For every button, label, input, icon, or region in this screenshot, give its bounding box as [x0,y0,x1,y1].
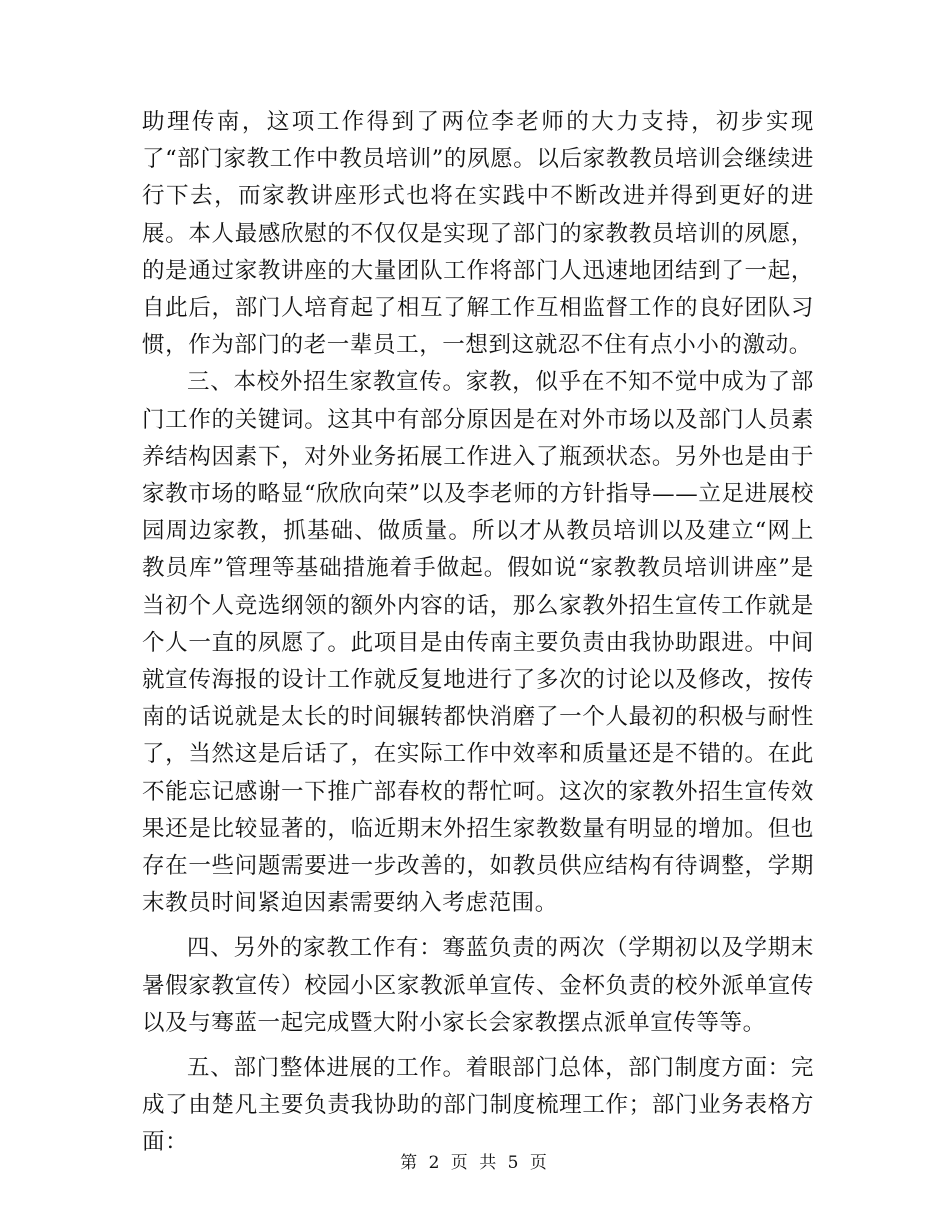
page-number-footer: 第 2 页 共 5 页 [400,1153,550,1173]
document-body [142,104,814,1162]
paragraph-section-three: 三、本校外招生家教宣传。家教，似乎在不知不觉中成为了部门工作的关键词。这其中有部分原因是在对外市场以及部门人员素养结构因素下，对外业务拓展工作进入了瓶颈状态。另外也是由于家教市场的略显“欣欣向荣”以及李老师的方针指导——立足进展校园周边家教，抓基础、做质量。所以才从教员培训以及建立“网上教员库”管理等基础措施着手做起。假如说“家教教员培训讲座”是当初个人竞选纲领的额外内容的话，那么家教外招生宣传工作就是个人一直的夙愿了。此项目是由传南主要负责由我协助跟进。中间就宣传海报的设计工作就反复地进行了多次的讨论以及修改，按传南的话说就是太长的时间辗转都快消磨了一个人最初的积极与耐性了，当然这是后话了，在实际工作中效率和质量还是不错的。在此不能忘记感谢一下推广部春枚的帮忙呵。这次的家教外招生宣传效果还是比较显著的，临近期末外招生家教数量有明显的增加。但也存在一些问题需要进一步改善的，如教员供应结构有待调整，学期末教员时间紧迫因素需要纳入考虑范围。 [142,369,814,917]
paragraph-section-four: 四、另外的家教工作有：骞蓝负责的两次（学期初以及学期末暑假家教宣传）校园小区家教派单宣传、金杯负责的校外派单宣传以及与骞蓝一起完成暨大附小家长会家教摆点派单宣传等等。 [142,935,814,1036]
paragraph-section-five: 五、部门整体进展的工作。着眼部门总体，部门制度方面：完成了由楚凡主要负责我协助的部门制度梳理工作；部门业务表格方面： [142,1055,814,1156]
paragraph-continuation: 助理传南，这项工作得到了两位李老师的大力支持，初步实现了“部门家教工作中教员培训”的夙愿。以后家教教员培训会继续进行下去，而家教讲座形式也将在实践中不断改进并得到更好的进展。本人最感欣慰的不仅仅是实现了部门的家教教员培训的夙愿，的是通过家教讲座的大量团队工作将部门人迅速地团结到了一起，自此后，部门人培育起了相互了解工作互相监督工作的良好团队习惯，作为部门的老一辈员工，一想到这就忍不住有点小小的激动。 [142,109,814,359]
